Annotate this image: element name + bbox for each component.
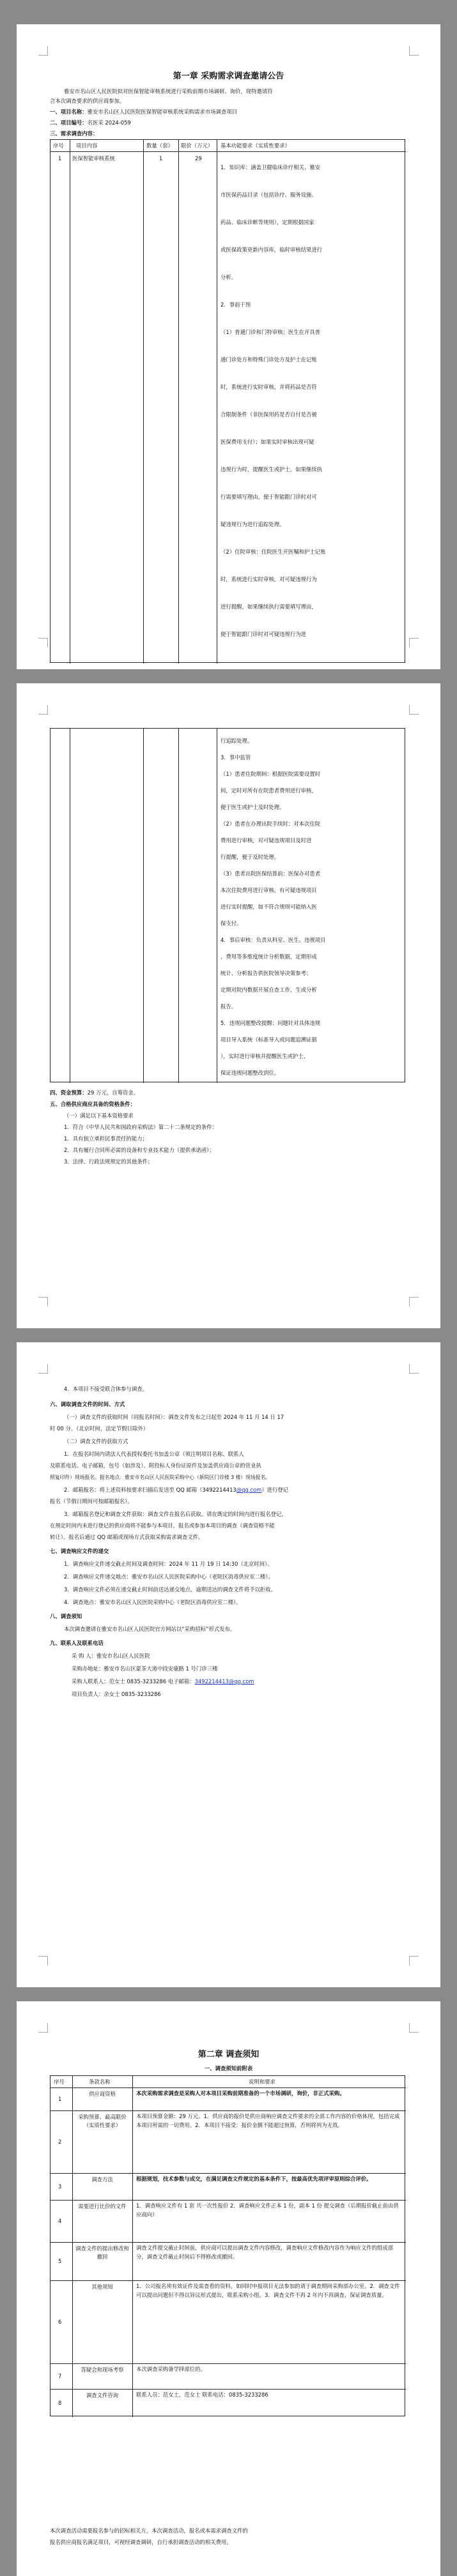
qualification-text: 1．具有独立承担民事责任的能力；: [64, 1135, 148, 1142]
table-header-cell: 限价（万元）: [181, 142, 213, 149]
requirement-line: 市医保药品目录（包括诊疗、服务设施、: [221, 192, 317, 198]
row-price: 29: [195, 155, 202, 162]
crop-mark: [38, 1364, 48, 1374]
document-page-4: [17, 2001, 440, 2576]
requirement-line: 间，定时对所有在院患者费用进行审核，: [221, 787, 317, 794]
body-text: 及联系电话、电子邮箱，包号（如涉及）、附投标人身份证原件及加盖供应商公章的营业执: [50, 1462, 261, 1469]
notice-row-name: 调查文件的提出修改和撤回: [75, 2245, 129, 2260]
notice-row-name: 采购预算、最高限价（实质性要求）: [78, 2114, 127, 2128]
notice-row-number: 6: [58, 2319, 62, 2325]
buyer-text: 采 购 人：雅安市名山区人民医院: [72, 1653, 150, 1659]
notice-row-number: 5: [58, 2258, 62, 2264]
notice-row-description: 本项目预算金额：29 万元。1．供应商的报价是供应商响应调查文件要求的全部工作内容的价格体现，包括完成本项目所需的一切费用。2．本项目不接受：报价金额不能超过预算，否则将列为无效。: [136, 2113, 400, 2128]
notice-heading: 八、调查须知: [50, 1613, 82, 1619]
table-title: 一、调查须知前附表: [204, 2065, 253, 2072]
notice-row-name: 调查文件咨询: [86, 2392, 119, 2398]
notice-row-name: 调查方法: [91, 2176, 113, 2183]
crop-mark: [409, 1364, 419, 1374]
table-header-cell: 条款名称: [89, 2079, 111, 2085]
crop-mark: [409, 1297, 419, 1307]
requirement-line: 报告。: [221, 1003, 237, 1010]
requirement-line: 4．事后审核：负责从科室、医生、违规项目: [221, 937, 326, 943]
intro-text: 雅安市名山区人民医院拟对医保智能审核系统进行采购前期市场调研、询价，现特邀请符: [64, 88, 273, 95]
notice-row-name: 需要进行比价的文件: [78, 2203, 127, 2209]
requirement-line: 医保费用支付）；如果实时审核出现可疑: [221, 439, 314, 445]
crop-mark: [409, 2023, 419, 2033]
notice-row-description: 联系人员：范女士，范女士 联系电话：0835-3233286: [136, 2391, 268, 2398]
notice-row-description: 本次调查采购备学择部位的。: [136, 2366, 206, 2372]
requirement-line: 项目导入系统（标准导入或问题追溯证据: [221, 1036, 317, 1043]
requirement-line: （2）患者在办理出院手续时：对本次住院: [221, 821, 321, 827]
requirement-line: 分析。: [221, 274, 237, 280]
notice-row-name: 答疑会和现场考察: [81, 2367, 124, 2373]
requirement-line: ，费用等多维度统计分析数据，定期形成: [221, 953, 317, 960]
notice-row-number: 7: [58, 2373, 62, 2379]
body-text: 时 00 分。（北京时间，法定节假日除外）: [50, 1425, 149, 1432]
document-page-3: [17, 1342, 440, 1987]
body-text: 本次调查邀请在雅安市名山区人民医院官方网站以“采购招标”形式发布。: [64, 1626, 236, 1632]
document-page-2: [17, 683, 440, 1328]
requirement-line: 便于医生或护士及时处理。: [221, 804, 285, 810]
crop-mark: [38, 1297, 48, 1307]
contact-row: [72, 1677, 254, 1686]
body-text: 1．在报名时间内请法人代表授权委托书加盖公章（须注明项目名称、联系人: [64, 1451, 244, 1457]
notice-table: [50, 2075, 405, 2416]
notice-row-name: 其他须知: [91, 2284, 113, 2290]
qualification-text: 3．法律、行政法规规定的其他条件；: [64, 1158, 153, 1165]
requirement-line: 统计、分析报告供医院领导决策参考；: [221, 970, 312, 976]
qualification-text: （一）满足以下基本资格要求: [64, 1112, 134, 1119]
project-number-value: 名医采 2024-059: [87, 119, 131, 126]
requirement-line: 本次住院费用进行审核，有可疑违规项目: [221, 887, 317, 893]
chapter-1-title: 第一章 采购需求调查邀请公告: [173, 72, 284, 81]
requirement-line: （3）患者出院医保结算前：医保办对患者: [221, 870, 321, 877]
requirement-line: 药品、临床诊断等规则），定期根据国家: [221, 219, 314, 225]
notice-row-description: 根据规划，技术参数与成交，在满足调查文件规定的基本条件下，按最高优先项评审原则综合评价。: [136, 2176, 372, 2182]
requirement-line: （1）患者住院期间：根据医院需要设置时: [221, 771, 321, 777]
email-registration-text: 2．邮箱报名：将上述资料按要求扫描后发送至 QQ 邮箱（3492214413: [64, 1487, 236, 1493]
body-text: 2．调查响应文件递交地点：雅安市名山区人民医院采购中心（老院区消毒供应室二楼）。: [64, 1573, 274, 1580]
requirement-line: 保证违规问题整改到位。: [221, 1070, 280, 1076]
requirement-line: 进行提醒，如果继续执行需要填写理由，: [221, 603, 317, 610]
chapter-2-title: 第二章 调查须知: [198, 2050, 259, 2059]
requirement-line: 定期对院内数据开展自查工作，生成分析: [221, 987, 317, 993]
requirements-table: [50, 139, 405, 663]
requirement-line: 疑违规行为进行追踪处理。: [221, 521, 285, 527]
body-text: （二）调查文件的获取方式: [64, 1438, 128, 1444]
crop-mark: [409, 1956, 419, 1966]
body-text: [64, 1485, 288, 1495]
requirements-table-continued: [50, 728, 405, 1082]
notice-row-description: 调查文件提交截止时间前，供应商可以提出调查文件内容修改，调查响应文件修改内容作为响应文件的组成部分，调查文件截止时间后不得修改或撤回。: [136, 2245, 393, 2260]
submission-heading: 七、调查响应文件的递交: [50, 1548, 109, 1554]
contact-email-link[interactable]: 3492214413@qq.com: [194, 1678, 254, 1685]
body-text: 3．邮箱报名登记和调查文件获取：调查文件在报名后获取。请在既定的时间内进行报名登记，: [64, 1511, 287, 1517]
requirements-list: [221, 732, 403, 1081]
crop-mark: [409, 638, 419, 648]
requirement-line: 或医保政策更新内容库，临时审核结果进行: [221, 246, 323, 253]
body-text: 1．调查响应文件递交截止时间及调查时间：2024 年 11 月 19 日 14:30（北京时间）。: [64, 1561, 273, 1567]
email-link[interactable]: @qq.com: [236, 1487, 262, 1493]
email-registration-text: ）进行登记: [261, 1487, 289, 1493]
crop-mark: [409, 46, 419, 56]
budget-label: 四、资金预算：: [50, 1089, 88, 1096]
notice-row-number: 1: [58, 2096, 62, 2102]
requirement-line: 3．事中监管: [221, 754, 251, 761]
qualification-text: 2．具有履行合同所必需的设备和专业技术能力（提供承诺函）；: [64, 1147, 215, 1153]
project-name-row: [50, 107, 237, 117]
requirements-heading: 三、需求调查内容：: [50, 130, 98, 137]
notice-row-description: 1．调查响应文件有 1 套 共一次性报价 2．调查响应文件正本 1 份，副本 1 份 提交调查（后期报价截止前由供应商向）: [136, 2202, 399, 2218]
qualification-heading: 五、合格供应商应具备的资格条件：: [50, 1101, 136, 1107]
address-text: 采购办地址：雅安市名山区蒙茶大道中段安康路 1 号门诊三楼: [72, 1665, 218, 1672]
crop-mark: [38, 2023, 48, 2033]
requirement-line: （2）住院审核：住院医生开医嘱和护士记账: [221, 549, 326, 555]
budget-value: 29 万元，自筹资金。: [87, 1089, 139, 1096]
project-name-value: 雅安市名山区人民医院医保智能审核系统采购需求市场调查项目: [87, 109, 238, 115]
requirement-line: （1）普通门诊和门特审核：医生在开具普: [221, 329, 321, 335]
row-number: 1: [58, 155, 62, 162]
qualification-text: 4．本项目不接受联合体参与调查。: [64, 1386, 148, 1392]
project-number-label: 二、项目编号：: [50, 119, 88, 126]
requirement-line: 进行实时提醒，如不符合规则可能纳入医: [221, 904, 317, 910]
requirement-line: 费用进行审核，对可疑违规项目及时进: [221, 837, 312, 844]
table-header-cell: 序号: [53, 142, 64, 149]
document-access-heading: 六、调取调查文件的时间、方式: [50, 1401, 125, 1407]
footer-text: 本次调查活动需要报名参与的招标相关方，本次调查活动，报名或本需求调查文件的: [50, 2527, 248, 2534]
crop-mark: [409, 705, 419, 715]
project-contact-text: 项目负责人：余女士 0835-3233286: [72, 1691, 161, 1697]
requirement-line: 2．事前干预: [221, 301, 251, 308]
footer-text: 报名供应商报名满足项目，可视经调查调研，自行承担调查活动的相关费用。: [50, 2539, 232, 2545]
table-header-cell: 说明和要求: [249, 2079, 275, 2085]
requirement-line: ），实时进行审核并提醒医生或护士、: [221, 1053, 309, 1059]
requirement-line: 通门诊处方和特殊门诊处方及护士在记账: [221, 356, 317, 363]
notice-row-description: 1．公司报名须有效证件及需查看的资料，如同时申报项目无法参加的请于调查期间采购部办公室。2．调查文件可以提出问题但不得以异议形式提出，联系采购小组。3．调查文件不再 2 年内不再调查，保证调查质量。: [136, 2283, 400, 2298]
notice-row-number: 3: [58, 2183, 62, 2190]
crop-mark: [38, 638, 48, 648]
document-page-1: [17, 24, 440, 669]
body-text: 在规定时间内未进行登记的供应商将不能参与本项目，报名或参加本项目的调查（调查资格不能: [50, 1522, 275, 1529]
contacts-heading: 九、联系人及联系电话: [50, 1640, 104, 1646]
project-name-label: 一、项目名称：: [50, 109, 88, 115]
body-text: 3．调查响应文件必须在递交截止时间前送达递交地点，逾期送达的调查文件将予以拒收。: [64, 1586, 276, 1593]
requirement-line: 时，系统进行实时审核，对可疑违规行为: [221, 576, 317, 582]
requirement-line: 时，系统进行实时审核，并将药品是否符: [221, 384, 317, 390]
notice-row-description: 本次采购需求调查是采购人对本项目采购前期准备的一个市场调研，询价，非正式采购。: [136, 2090, 345, 2096]
body-text: 照复印件）现场报名。报名地点：雅安市名山区人民医院采购中心（新院区门诊楼 3 楼）现场报名。: [50, 1474, 271, 1480]
notice-row-name: 供应商资格: [89, 2091, 116, 2097]
requirement-line: 合限制条件（非医保用药是否自付是否被: [221, 411, 317, 418]
requirement-line: 保支付。: [221, 920, 242, 927]
project-number-row: [50, 118, 131, 128]
intro-text: 合本次调查要求的供应商参加。: [50, 98, 125, 104]
row-quantity: 1: [159, 155, 163, 162]
crop-mark: [38, 1956, 48, 1966]
table-header-cell: 基本功能要求（实质性要求）: [221, 142, 290, 149]
notice-row-number: 4: [58, 2218, 62, 2224]
body-text: 报名（节假日期间可按邮箱报名）。: [50, 1498, 133, 1504]
table-header-cell: 项目内容: [76, 142, 98, 149]
contact-text: 采购人联系人：范女士 0835-3233286 电子邮箱：: [72, 1678, 195, 1685]
notice-row-number: 8: [58, 2400, 62, 2406]
body-text: 转让）。报名后通过 QQ 邮箱或现场方式获取采购需求调查文件。: [50, 1534, 204, 1540]
qualification-text: 1．符合《中华人民共和国政府采购法》第二十二条规定的条件：: [64, 1124, 217, 1130]
requirement-line: 1．知识库：涵盖卫健临床诊疗相关、雅安: [221, 164, 321, 170]
budget-row: [50, 1088, 139, 1098]
body-text: 4．调查地点：雅安市名山区人民医院采购中心（老院区消毒供应室二楼）。: [64, 1599, 242, 1605]
requirement-line: 行追踪处理。: [221, 738, 253, 744]
body-text: （一）调查文件的获取时间（同报名时间）：调查文件发布之日起至 2024 年 11 月 14 日 17: [64, 1414, 284, 1420]
table-header-cell: 序号: [54, 2079, 65, 2085]
notice-row-number: 2: [58, 2139, 62, 2145]
requirement-line: 违规行为时，提醒医生或护士，如果继续执: [221, 466, 323, 473]
crop-mark: [38, 46, 48, 56]
table-header-cell: 数量（套）: [146, 142, 173, 149]
crop-mark: [38, 705, 48, 715]
requirement-line: 行需要填写理由，便于智能跟门诊时对可: [221, 494, 317, 500]
requirement-line: 行提醒，便于及时处理。: [221, 854, 280, 860]
row-item-name: 医保智能审核系统: [72, 155, 115, 162]
requirement-line: 5．违规问题整改提醒：问题针对具体违规: [221, 1020, 321, 1026]
requirements-list: [221, 154, 403, 648]
requirement-line: 便于智能跟门诊时对可疑违规行为进: [221, 631, 306, 637]
